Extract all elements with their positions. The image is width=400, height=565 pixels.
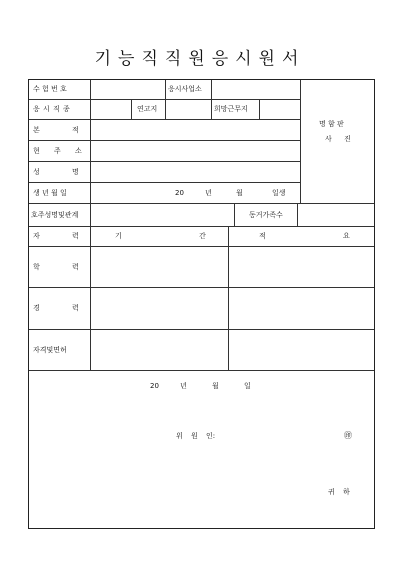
- seal-mark: ㊞: [344, 431, 352, 440]
- col-line: [90, 80, 91, 370]
- applicant-label: 위 원 인:: [176, 432, 216, 440]
- contact-place-label: 연고지: [137, 105, 158, 113]
- family-head-label: 호주성명및관계: [31, 211, 79, 219]
- domicile-label: 본 적: [33, 126, 79, 134]
- col-line: [297, 203, 298, 226]
- col-line: [234, 203, 235, 226]
- dependents-label: 동거가족수: [249, 211, 283, 219]
- footer-month-unit: 월: [212, 382, 219, 390]
- exam-location-label: 응시사업소: [168, 85, 202, 93]
- row-line: [29, 182, 300, 183]
- period-header: 기 간: [115, 232, 206, 240]
- birth-day-unit: 일생: [272, 189, 286, 197]
- row-line: [29, 140, 300, 141]
- row-line: [29, 287, 374, 288]
- row-line: [29, 246, 374, 247]
- applied-job-label: 응 시 직 종: [33, 105, 71, 113]
- row-line: [29, 203, 374, 204]
- application-form: [28, 79, 375, 529]
- birth-month-unit: 월: [236, 189, 243, 197]
- row-line: [29, 329, 374, 330]
- career-label: 자 력: [33, 232, 79, 240]
- col-line: [211, 80, 212, 119]
- photo-label-line2: 사 진: [325, 135, 351, 143]
- birth-date-label: 생 년 월 일: [33, 189, 67, 197]
- col-line: [259, 99, 260, 119]
- addressee-label: 귀 하: [328, 488, 350, 496]
- education-label: 학 력: [33, 263, 79, 271]
- name-label: 성 명: [33, 168, 79, 176]
- birth-year-unit: 년: [205, 189, 212, 197]
- address-label: 현 주 소: [33, 147, 82, 155]
- form-title: 기능직직원응시원서: [94, 49, 306, 69]
- col-line: [131, 99, 132, 119]
- footer-day-unit: 일: [244, 382, 251, 390]
- col-line: [165, 80, 166, 119]
- footer-year-prefix: 20: [150, 382, 159, 390]
- col-line: [300, 80, 301, 203]
- exam-number-label: 수 험 번 호: [33, 85, 67, 93]
- birth-year-prefix: 20: [175, 189, 184, 197]
- summary-header: 적 요: [259, 232, 350, 240]
- row-line: [29, 370, 374, 371]
- col-line: [228, 226, 229, 370]
- photo-label-line1: 명 함 판: [319, 120, 344, 128]
- license-label: 자격및면허: [33, 346, 67, 354]
- experience-label: 경 력: [33, 304, 79, 312]
- footer-year-unit: 년: [180, 382, 187, 390]
- desired-work-label: 희망근무지: [214, 105, 248, 113]
- row-line: [29, 161, 300, 162]
- row-line: [29, 226, 374, 227]
- row-line: [29, 119, 300, 120]
